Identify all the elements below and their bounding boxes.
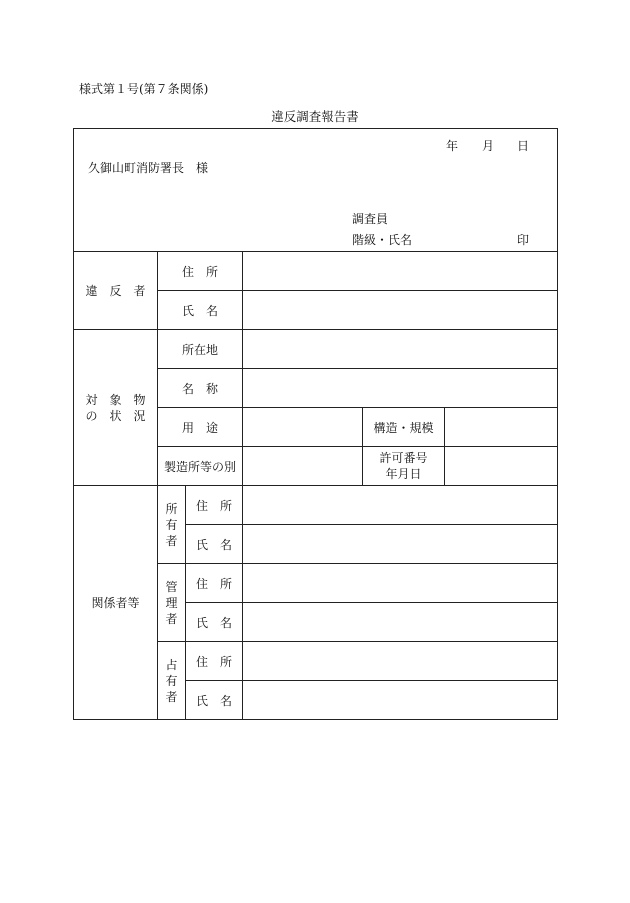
designation-field[interactable]	[243, 369, 558, 408]
violator-label: 違 反 者	[74, 252, 158, 330]
manager-label-char-2: 理	[165, 595, 178, 610]
owner-label-char-1: 所	[165, 501, 178, 516]
structure-scale-field[interactable]	[445, 408, 558, 447]
occupant-name-field[interactable]	[243, 681, 558, 720]
usage-field[interactable]	[243, 408, 363, 447]
facility-type-field[interactable]	[243, 447, 363, 486]
form-number: 様式第１号(第７条関係)	[79, 82, 209, 96]
manager-label-char-1: 管	[165, 579, 178, 594]
owner-address-label: 住 所	[186, 486, 243, 525]
facility-type-label: 製造所等の別	[158, 447, 243, 486]
violator-address-label: 住 所	[158, 252, 243, 291]
manager-label-char-3: 者	[165, 611, 178, 626]
occupant-address-field[interactable]	[243, 642, 558, 681]
owner-name-label: 氏 名	[186, 525, 243, 564]
owner-label-char-2: 有	[165, 517, 178, 532]
addressee: 久御山町消防署長 様	[88, 161, 209, 175]
usage-label: 用 途	[158, 408, 243, 447]
day-label: 日	[517, 139, 530, 153]
occupant-label-char-3: 者	[165, 689, 178, 704]
investigator-label: 調査員	[352, 212, 389, 226]
target-status-label-line1: 対 象 物	[85, 392, 146, 407]
violator-name-label: 氏 名	[158, 291, 243, 330]
rank-name-label: 階級・氏名	[352, 233, 413, 247]
permit-label	[363, 447, 445, 486]
structure-scale-label: 構造・規模	[363, 408, 445, 447]
manager-name-label: 氏 名	[186, 603, 243, 642]
violator-address-row	[74, 252, 558, 291]
occupant-label-char-1: 占	[165, 657, 178, 672]
occupant-name-label: 氏 名	[186, 681, 243, 720]
owner-name-field[interactable]	[243, 525, 558, 564]
occupant-label	[158, 642, 186, 720]
permit-label-line1: 許可番号	[379, 451, 428, 465]
related-parties-label: 関係者等	[74, 486, 158, 720]
target-status-label	[74, 330, 158, 486]
target-status-label-line2: の 状 況	[85, 408, 146, 423]
owner-label	[158, 486, 186, 564]
year-label: 年	[446, 139, 459, 153]
seal-mark: 印	[517, 233, 530, 247]
permit-label-line2: 年月日	[385, 467, 422, 481]
violator-name-field[interactable]	[243, 291, 558, 330]
occupant-address-label: 住 所	[186, 642, 243, 681]
manager-name-field[interactable]	[243, 603, 558, 642]
permit-field[interactable]	[445, 447, 558, 486]
location-label: 所在地	[158, 330, 243, 369]
owner-address-row	[74, 486, 558, 525]
header-cell	[74, 129, 558, 252]
owner-address-field[interactable]	[243, 486, 558, 525]
manager-address-field[interactable]	[243, 564, 558, 603]
document-title: 違反調査報告書	[271, 109, 359, 124]
occupant-label-char-2: 有	[165, 673, 178, 688]
manager-label	[158, 564, 186, 642]
location-field[interactable]	[243, 330, 558, 369]
owner-label-char-3: 者	[165, 533, 178, 548]
designation-label: 名 称	[158, 369, 243, 408]
month-label: 月	[482, 139, 495, 153]
header-row	[74, 129, 558, 252]
report-form-table	[73, 128, 558, 720]
location-row	[74, 330, 558, 369]
violator-address-field[interactable]	[243, 252, 558, 291]
manager-address-label: 住 所	[186, 564, 243, 603]
